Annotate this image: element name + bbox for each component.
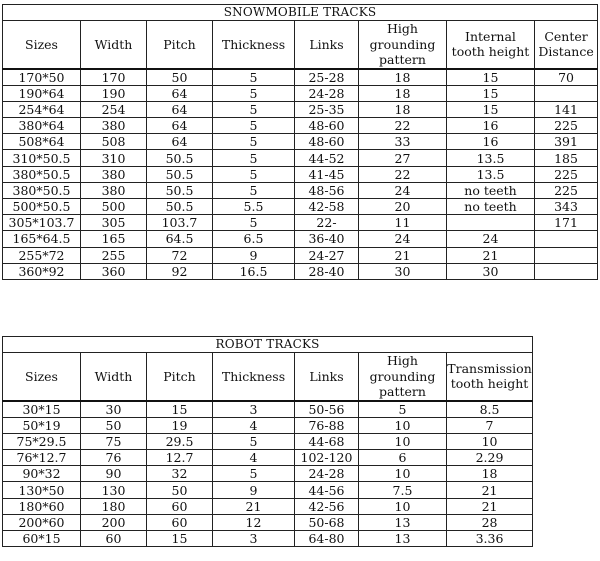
- table-cell: 190: [81, 85, 147, 101]
- table-cell: 22: [359, 166, 447, 182]
- table-cell: 305*103.7: [3, 215, 81, 231]
- table-cell: 18: [359, 69, 447, 86]
- table-cell: 64: [147, 85, 213, 101]
- table-cell: 20: [359, 199, 447, 215]
- table-cell: 5: [213, 166, 295, 182]
- table-cell: 28-40: [295, 263, 359, 279]
- table-cell: 27: [359, 150, 447, 166]
- table-cell: 5: [213, 182, 295, 198]
- table-cell: 10: [359, 433, 447, 449]
- table-cell: 76-88: [295, 417, 359, 433]
- table-cell: 50.5: [147, 199, 213, 215]
- table-row: [3, 450, 533, 466]
- table-cell: 10: [359, 466, 447, 482]
- table-cell: 44-56: [295, 482, 359, 498]
- table-cell: 33: [359, 134, 447, 150]
- table-cell: 165: [81, 231, 147, 247]
- table-cell: 305: [81, 215, 147, 231]
- table-cell: 16.5: [213, 263, 295, 279]
- table-cell: 225: [535, 118, 598, 134]
- table-cell: 130*50: [3, 482, 81, 498]
- table-cell: 16: [447, 118, 535, 134]
- table-row: [3, 531, 533, 547]
- table-cell: 343: [535, 199, 598, 215]
- table-cell: 185: [535, 150, 598, 166]
- table-cell: 60: [81, 531, 147, 547]
- table-cell: 170*50: [3, 69, 81, 86]
- table-cell: 13: [359, 531, 447, 547]
- table-cell: no teeth: [447, 182, 535, 198]
- table-row: [3, 514, 533, 530]
- table-cell: 21: [359, 247, 447, 263]
- table-cell: 5: [213, 101, 295, 117]
- snowmobile-header-cell: Links: [295, 21, 359, 69]
- table-cell: 2.29: [447, 450, 533, 466]
- table-cell: 64: [147, 101, 213, 117]
- snowmobile-table-title: SNOWMOBILE TRACKS: [3, 5, 598, 21]
- table-cell: 60*15: [3, 531, 81, 547]
- table-cell: 18: [447, 466, 533, 482]
- table-row: [3, 263, 598, 279]
- table-cell: [535, 231, 598, 247]
- table-cell: 3: [213, 531, 295, 547]
- table-cell: 4: [213, 450, 295, 466]
- table-cell: 380: [81, 182, 147, 198]
- table-cell: 380*64: [3, 118, 81, 134]
- table-row: [3, 401, 533, 418]
- table-cell: 21: [447, 498, 533, 514]
- table-cell: 30: [359, 263, 447, 279]
- table-cell: [535, 85, 598, 101]
- robot-tracks-table: [2, 336, 533, 547]
- table-cell: 64-80: [295, 531, 359, 547]
- table-cell: 60: [147, 498, 213, 514]
- table-cell: 255: [81, 247, 147, 263]
- table-cell: 28: [447, 514, 533, 530]
- table-cell: 8.5: [447, 401, 533, 418]
- table-row: [3, 215, 598, 231]
- table-row: [3, 199, 598, 215]
- table-row: [3, 134, 598, 150]
- table-cell: 170: [81, 69, 147, 86]
- table-cell: 13.5: [447, 166, 535, 182]
- robot-header-cell: High grounding pattern: [359, 353, 447, 401]
- table-cell: 76*12.7: [3, 450, 81, 466]
- table-cell: 254*64: [3, 101, 81, 117]
- table-cell: 9: [213, 247, 295, 263]
- table-row: [3, 247, 598, 263]
- table-cell: 50-68: [295, 514, 359, 530]
- robot-header-cell: Thickness: [213, 353, 295, 401]
- snowmobile-header-cell: Pitch: [147, 21, 213, 69]
- table-cell: 50.5: [147, 182, 213, 198]
- table-cell: 310*50.5: [3, 150, 81, 166]
- table-cell: 50.5: [147, 150, 213, 166]
- robot-header-cell: Transmission tooth height: [447, 353, 533, 401]
- table-row: [3, 498, 533, 514]
- table-cell: 75: [81, 433, 147, 449]
- table-cell: 5: [213, 118, 295, 134]
- table-cell: 22: [359, 118, 447, 134]
- table-cell: 15: [147, 401, 213, 418]
- table-cell: 24-27: [295, 247, 359, 263]
- table-cell: 50-56: [295, 401, 359, 418]
- table-cell: [535, 247, 598, 263]
- table-cell: 171: [535, 215, 598, 231]
- table-row: [3, 182, 598, 198]
- table-cell: 50: [81, 417, 147, 433]
- table-cell: 64: [147, 118, 213, 134]
- table-cell: 30: [81, 401, 147, 418]
- table-cell: 15: [447, 101, 535, 117]
- table-cell: 25-28: [295, 69, 359, 86]
- table-cell: 5: [213, 150, 295, 166]
- table-cell: 12: [213, 514, 295, 530]
- robot-header-cell: Sizes: [3, 353, 81, 401]
- table-cell: 10: [359, 417, 447, 433]
- table-cell: 50: [147, 69, 213, 86]
- table-cell: 310: [81, 150, 147, 166]
- table-cell: 21: [213, 498, 295, 514]
- table-cell: 19: [147, 417, 213, 433]
- snowmobile-header-cell: Internal tooth height: [447, 21, 535, 69]
- table-cell: 24: [447, 231, 535, 247]
- snowmobile-header-cell: Width: [81, 21, 147, 69]
- table-cell: 5: [213, 433, 295, 449]
- table-cell: 24-28: [295, 85, 359, 101]
- table-cell: 25-35: [295, 101, 359, 117]
- table-cell: 15: [447, 69, 535, 86]
- table-cell: 64: [147, 134, 213, 150]
- table-cell: 44-68: [295, 433, 359, 449]
- table-cell: 75*29.5: [3, 433, 81, 449]
- table-cell: 24: [359, 231, 447, 247]
- table-cell: 50.5: [147, 166, 213, 182]
- snowmobile-header-cell: Sizes: [3, 21, 81, 69]
- table-cell: 48-60: [295, 118, 359, 134]
- table-cell: 130: [81, 482, 147, 498]
- table-row: [3, 118, 598, 134]
- table-cell: 508: [81, 134, 147, 150]
- table-cell: 5.5: [213, 199, 295, 215]
- table-cell: 5: [213, 134, 295, 150]
- table-cell: 10: [359, 498, 447, 514]
- table-cell: 141: [535, 101, 598, 117]
- table-cell: 41-45: [295, 166, 359, 182]
- table-cell: 165*64.5: [3, 231, 81, 247]
- table-cell: 24: [359, 182, 447, 198]
- table-row: [3, 466, 533, 482]
- table-cell: 3.36: [447, 531, 533, 547]
- table-cell: 21: [447, 247, 535, 263]
- table-cell: 225: [535, 182, 598, 198]
- table-cell: 200*60: [3, 514, 81, 530]
- snowmobile-header-cell: High grounding pattern: [359, 21, 447, 69]
- table-row: [3, 150, 598, 166]
- table-row: [3, 101, 598, 117]
- robot-header-cell: Pitch: [147, 353, 213, 401]
- table-cell: 190*64: [3, 85, 81, 101]
- table-cell: 90*32: [3, 466, 81, 482]
- table-cell: 36-40: [295, 231, 359, 247]
- table-cell: 225: [535, 166, 598, 182]
- table-cell: 44-52: [295, 150, 359, 166]
- table-cell: 7.5: [359, 482, 447, 498]
- table-cell: 13.5: [447, 150, 535, 166]
- table-cell: 102-120: [295, 450, 359, 466]
- table-cell: 15: [147, 531, 213, 547]
- table-cell: 9: [213, 482, 295, 498]
- table-cell: 50*19: [3, 417, 81, 433]
- table-cell: 18: [359, 101, 447, 117]
- table-cell: 255*72: [3, 247, 81, 263]
- table-cell: 5: [213, 85, 295, 101]
- table-cell: 24-28: [295, 466, 359, 482]
- snowmobile-header-cell: Thickness: [213, 21, 295, 69]
- table-cell: 380*50.5: [3, 182, 81, 198]
- table-cell: 76: [81, 450, 147, 466]
- table-cell: [535, 263, 598, 279]
- table-cell: 360*92: [3, 263, 81, 279]
- table-cell: 180*60: [3, 498, 81, 514]
- robot-header-cell: Links: [295, 353, 359, 401]
- table-cell: 48-56: [295, 182, 359, 198]
- table-cell: 92: [147, 263, 213, 279]
- snowmobile-tracks-table: [2, 4, 598, 280]
- table-cell: 15: [447, 85, 535, 101]
- table-cell: 360: [81, 263, 147, 279]
- table-cell: 200: [81, 514, 147, 530]
- table-cell: 90: [81, 466, 147, 482]
- table-cell: 500*50.5: [3, 199, 81, 215]
- table-cell: 391: [535, 134, 598, 150]
- table-row: [3, 85, 598, 101]
- table-cell: 380*50.5: [3, 166, 81, 182]
- table-cell: 60: [147, 514, 213, 530]
- table-cell: 22-: [295, 215, 359, 231]
- table-row: [3, 433, 533, 449]
- table-cell: 3: [213, 401, 295, 418]
- table-cell: 500: [81, 199, 147, 215]
- table-cell: 6: [359, 450, 447, 466]
- table-cell: 7: [447, 417, 533, 433]
- table-row: [3, 231, 598, 247]
- table-cell: 48-60: [295, 134, 359, 150]
- table-cell: 12.7: [147, 450, 213, 466]
- table-cell: 13: [359, 514, 447, 530]
- table-cell: 29.5: [147, 433, 213, 449]
- table-cell: 16: [447, 134, 535, 150]
- table-cell: 508*64: [3, 134, 81, 150]
- table-cell: 42-58: [295, 199, 359, 215]
- table-cell: 64.5: [147, 231, 213, 247]
- table-cell: 11: [359, 215, 447, 231]
- table-cell: 103.7: [147, 215, 213, 231]
- table-cell: 180: [81, 498, 147, 514]
- table-cell: 21: [447, 482, 533, 498]
- table-cell: 4: [213, 417, 295, 433]
- table-cell: 5: [213, 215, 295, 231]
- table-row: [3, 69, 598, 86]
- table-cell: no teeth: [447, 199, 535, 215]
- table-row: [3, 166, 598, 182]
- table-cell: 380: [81, 166, 147, 182]
- table-cell: 72: [147, 247, 213, 263]
- robot-header-cell: Width: [81, 353, 147, 401]
- table-cell: 10: [447, 433, 533, 449]
- table-cell: 254: [81, 101, 147, 117]
- table-cell: 5: [213, 466, 295, 482]
- table-cell: 18: [359, 85, 447, 101]
- table-cell: 5: [359, 401, 447, 418]
- table-cell: 50: [147, 482, 213, 498]
- table-row: [3, 417, 533, 433]
- table-cell: 70: [535, 69, 598, 86]
- table-cell: 30: [447, 263, 535, 279]
- table-cell: 32: [147, 466, 213, 482]
- table-row: [3, 482, 533, 498]
- table-cell: 380: [81, 118, 147, 134]
- table-cell: [447, 215, 535, 231]
- table-cell: 30*15: [3, 401, 81, 418]
- robot-table-title: ROBOT TRACKS: [3, 337, 533, 353]
- table-cell: 6.5: [213, 231, 295, 247]
- table-cell: 42-56: [295, 498, 359, 514]
- snowmobile-header-cell: Center Distance: [535, 21, 598, 69]
- table-cell: 5: [213, 69, 295, 86]
